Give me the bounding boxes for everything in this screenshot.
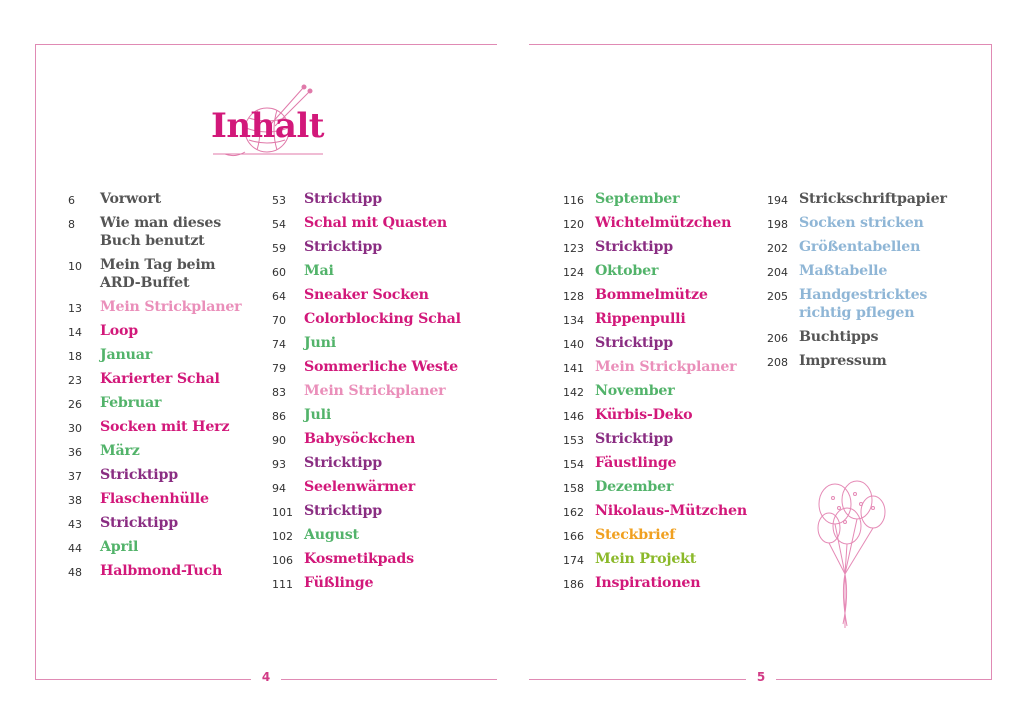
toc-entry-title: Mai (304, 263, 334, 279)
toc-entry-title: richtig pflegen (799, 305, 915, 321)
toc-page-number: 153 (563, 434, 584, 447)
toc-entry (272, 286, 461, 304)
toc-page-number: 174 (563, 554, 584, 567)
toc-entry (272, 214, 461, 232)
toc-page-number: 83 (272, 386, 286, 399)
toc-entry (68, 322, 241, 340)
toc-page-number: 74 (272, 338, 286, 351)
toc-entry (68, 214, 241, 250)
toc-entry (272, 430, 461, 448)
toc-page-number: 128 (563, 290, 584, 303)
toc-page-number: 90 (272, 434, 286, 447)
toc-entry (767, 352, 947, 370)
title-block (205, 82, 335, 162)
toc-page-number: 79 (272, 362, 286, 375)
toc-entry (563, 334, 747, 352)
toc-entry-title: Seelenwärmer (304, 479, 416, 495)
toc-entry-title: Stricktipp (595, 239, 673, 255)
toc-page-number: 86 (272, 410, 286, 423)
toc-entry (563, 406, 747, 424)
toc-entry-title: August (304, 527, 359, 543)
toc-page-number: 186 (563, 578, 584, 591)
toc-page-number: 60 (272, 266, 286, 279)
toc-column-1 (68, 190, 241, 586)
toc-entry-title: Halbmond-Tuch (100, 563, 223, 579)
toc-page-number: 124 (563, 266, 584, 279)
page-number-left: 4 (251, 670, 281, 684)
toc-entry-title: Sommerliche Weste (304, 359, 458, 375)
page-title: Inhalt (211, 106, 324, 146)
toc-entry (767, 286, 947, 322)
toc-page-number: 208 (767, 356, 788, 369)
toc-entry-title: Impressum (799, 353, 887, 369)
toc-page-number: 116 (563, 194, 584, 207)
toc-page-number: 146 (563, 410, 584, 423)
toc-entry (272, 334, 461, 352)
toc-entry-title: März (100, 443, 140, 459)
toc-entry-title: Karierter Schal (100, 371, 220, 387)
toc-page-number: 26 (68, 398, 82, 411)
toc-page-number: 94 (272, 482, 286, 495)
toc-page-number: 37 (68, 470, 82, 483)
toc-entry-title: Socken stricken (799, 215, 924, 231)
toc-entry-title: Kosmetikpads (304, 551, 414, 567)
toc-entry-title: Februar (100, 395, 162, 411)
toc-entry-title: April (100, 539, 139, 555)
toc-page-number: 102 (272, 530, 293, 543)
toc-page-number: 106 (272, 554, 293, 567)
toc-entry (68, 466, 241, 484)
toc-page-number: 18 (68, 350, 82, 363)
toc-page-number: 142 (563, 386, 584, 399)
toc-page-number: 93 (272, 458, 286, 471)
toc-entry-title: Rippenpulli (595, 311, 686, 327)
toc-entry-title: ARD-Buffet (100, 275, 190, 291)
toc-page-number: 101 (272, 506, 293, 519)
toc-entry-title: Handgestricktes (799, 287, 928, 303)
toc-entry-title: Colorblocking Schal (304, 311, 461, 327)
toc-entry-title: Kürbis-Deko (595, 407, 693, 423)
toc-entry (563, 454, 747, 472)
toc-entry-title: Schal mit Quasten (304, 215, 447, 231)
toc-entry-title: Dezember (595, 479, 674, 495)
toc-entry-title: Mein Strickplaner (304, 383, 446, 399)
toc-page-number: 13 (68, 302, 82, 315)
toc-entry (68, 538, 241, 556)
toc-page-number: 70 (272, 314, 286, 327)
toc-entry (68, 298, 241, 316)
toc-entry-title: Januar (100, 347, 153, 363)
toc-entry-title: Größentabellen (799, 239, 921, 255)
toc-entry (272, 550, 461, 568)
toc-column-4 (767, 190, 947, 376)
toc-entry (563, 526, 747, 544)
toc-page-number: 8 (68, 218, 75, 231)
toc-entry (563, 382, 747, 400)
toc-page-number: 6 (68, 194, 75, 207)
toc-entry (563, 286, 747, 304)
toc-entry (68, 514, 241, 532)
toc-page-number: 44 (68, 542, 82, 555)
toc-entry (272, 574, 461, 592)
toc-entry (563, 430, 747, 448)
toc-entry (68, 442, 241, 460)
toc-entry-title: Steckbrief (595, 527, 676, 543)
toc-page-number: 141 (563, 362, 584, 375)
toc-entry (563, 190, 747, 208)
toc-entry-title: Oktober (595, 263, 659, 279)
toc-column-2 (272, 190, 461, 598)
toc-entry (563, 502, 747, 520)
toc-entry-title: Füßlinge (304, 575, 374, 591)
toc-entry-title: Juni (304, 335, 336, 351)
toc-entry-title: Fäustlinge (595, 455, 677, 471)
toc-page-number: 53 (272, 194, 286, 207)
toc-entry-title: September (595, 191, 680, 207)
toc-entry (68, 370, 241, 388)
toc-entry-title: Stricktipp (304, 191, 382, 207)
toc-entry (272, 190, 461, 208)
toc-entry-title: Mein Tag beim (100, 257, 216, 273)
toc-entry-title: Maßtabelle (799, 263, 888, 279)
toc-entry-title: Buchtipps (799, 329, 879, 345)
toc-entry (68, 394, 241, 412)
toc-page-number: 162 (563, 506, 584, 519)
toc-page-number: 43 (68, 518, 82, 531)
toc-entry (68, 562, 241, 580)
toc-entry-title: Stricktipp (595, 431, 673, 447)
toc-page-number: 64 (272, 290, 286, 303)
toc-page-number: 23 (68, 374, 82, 387)
toc-entry (68, 190, 241, 208)
toc-entry-title: November (595, 383, 675, 399)
toc-entry-title: Mein Projekt (595, 551, 697, 567)
toc-entry (767, 238, 947, 256)
toc-entry-title: Babysöckchen (304, 431, 416, 447)
toc-entry-title: Wichtelmützchen (595, 215, 732, 231)
toc-entry (272, 526, 461, 544)
toc-entry-title: Mein Strickplaner (100, 299, 242, 315)
toc-entry-title: Bommelmütze (595, 287, 708, 303)
toc-page-number: 134 (563, 314, 584, 327)
toc-entry-title: Wie man dieses (100, 215, 222, 231)
toc-page-number: 154 (563, 458, 584, 471)
toc-page-number: 206 (767, 332, 788, 345)
toc-entry-title: Vorwort (100, 191, 161, 207)
toc-entry (563, 358, 747, 376)
toc-page-number: 204 (767, 266, 788, 279)
toc-entry-title: Stricktipp (304, 455, 382, 471)
toc-page-number: 59 (272, 242, 286, 255)
toc-page-number: 158 (563, 482, 584, 495)
toc-entry (272, 478, 461, 496)
toc-entry (272, 454, 461, 472)
toc-entry (272, 238, 461, 256)
toc-entry (563, 478, 747, 496)
toc-entry (272, 502, 461, 520)
toc-entry (563, 574, 747, 592)
toc-entry (68, 346, 241, 364)
toc-entry-title: Loop (100, 323, 139, 339)
toc-entry-title: Socken mit Herz (100, 419, 230, 435)
toc-page-number: 120 (563, 218, 584, 231)
toc-column-3 (563, 190, 747, 598)
toc-entry (767, 262, 947, 280)
toc-entry (563, 262, 747, 280)
toc-entry (767, 214, 947, 232)
toc-page-number: 140 (563, 338, 584, 351)
page-number-right: 5 (746, 670, 776, 684)
toc-entry-title: Inspirationen (595, 575, 701, 591)
toc-page-number: 14 (68, 326, 82, 339)
toc-page-number: 111 (272, 578, 293, 591)
toc-entry (272, 310, 461, 328)
toc-entry-title: Juli (304, 407, 332, 423)
toc-entry-title: Stricktipp (595, 335, 673, 351)
toc-entry-title: Flaschenhülle (100, 491, 209, 507)
toc-page-number: 54 (272, 218, 286, 231)
toc-entry-title: Buch benutzt (100, 233, 205, 249)
left-frame-left (35, 44, 36, 680)
toc-page-number: 30 (68, 422, 82, 435)
toc-entry-title: Sneaker Socken (304, 287, 429, 303)
left-frame-top (35, 44, 497, 45)
toc-entry-title: Strickschriftpapier (799, 191, 947, 207)
toc-entry-title: Stricktipp (304, 503, 382, 519)
toc-entry (272, 262, 461, 280)
toc-entry-title: Mein Strickplaner (595, 359, 737, 375)
toc-page-number: 48 (68, 566, 82, 579)
toc-page-number: 202 (767, 242, 788, 255)
toc-entry (767, 328, 947, 346)
toc-entry-title: Stricktipp (304, 239, 382, 255)
toc-page-number: 10 (68, 260, 82, 273)
toc-entry (563, 238, 747, 256)
toc-entry (68, 418, 241, 436)
toc-entry (563, 550, 747, 568)
balloons-icon (805, 478, 895, 628)
toc-entry (68, 256, 241, 292)
toc-page-number: 36 (68, 446, 82, 459)
toc-page-number: 205 (767, 290, 788, 303)
toc-page-number: 38 (68, 494, 82, 507)
toc-entry (272, 358, 461, 376)
toc-entry (272, 406, 461, 424)
toc-entry (68, 490, 241, 508)
toc-entry-title: Nikolaus-Mützchen (595, 503, 747, 519)
toc-entry-title: Stricktipp (100, 515, 178, 531)
right-frame-top (529, 44, 992, 45)
toc-entry-title: Stricktipp (100, 467, 178, 483)
right-frame-right (991, 44, 992, 680)
toc-page-number: 194 (767, 194, 788, 207)
toc-entry (563, 214, 747, 232)
toc-entry (767, 190, 947, 208)
toc-entry (272, 382, 461, 400)
toc-page-number: 123 (563, 242, 584, 255)
toc-entry (563, 310, 747, 328)
toc-page-number: 198 (767, 218, 788, 231)
toc-page-number: 166 (563, 530, 584, 543)
